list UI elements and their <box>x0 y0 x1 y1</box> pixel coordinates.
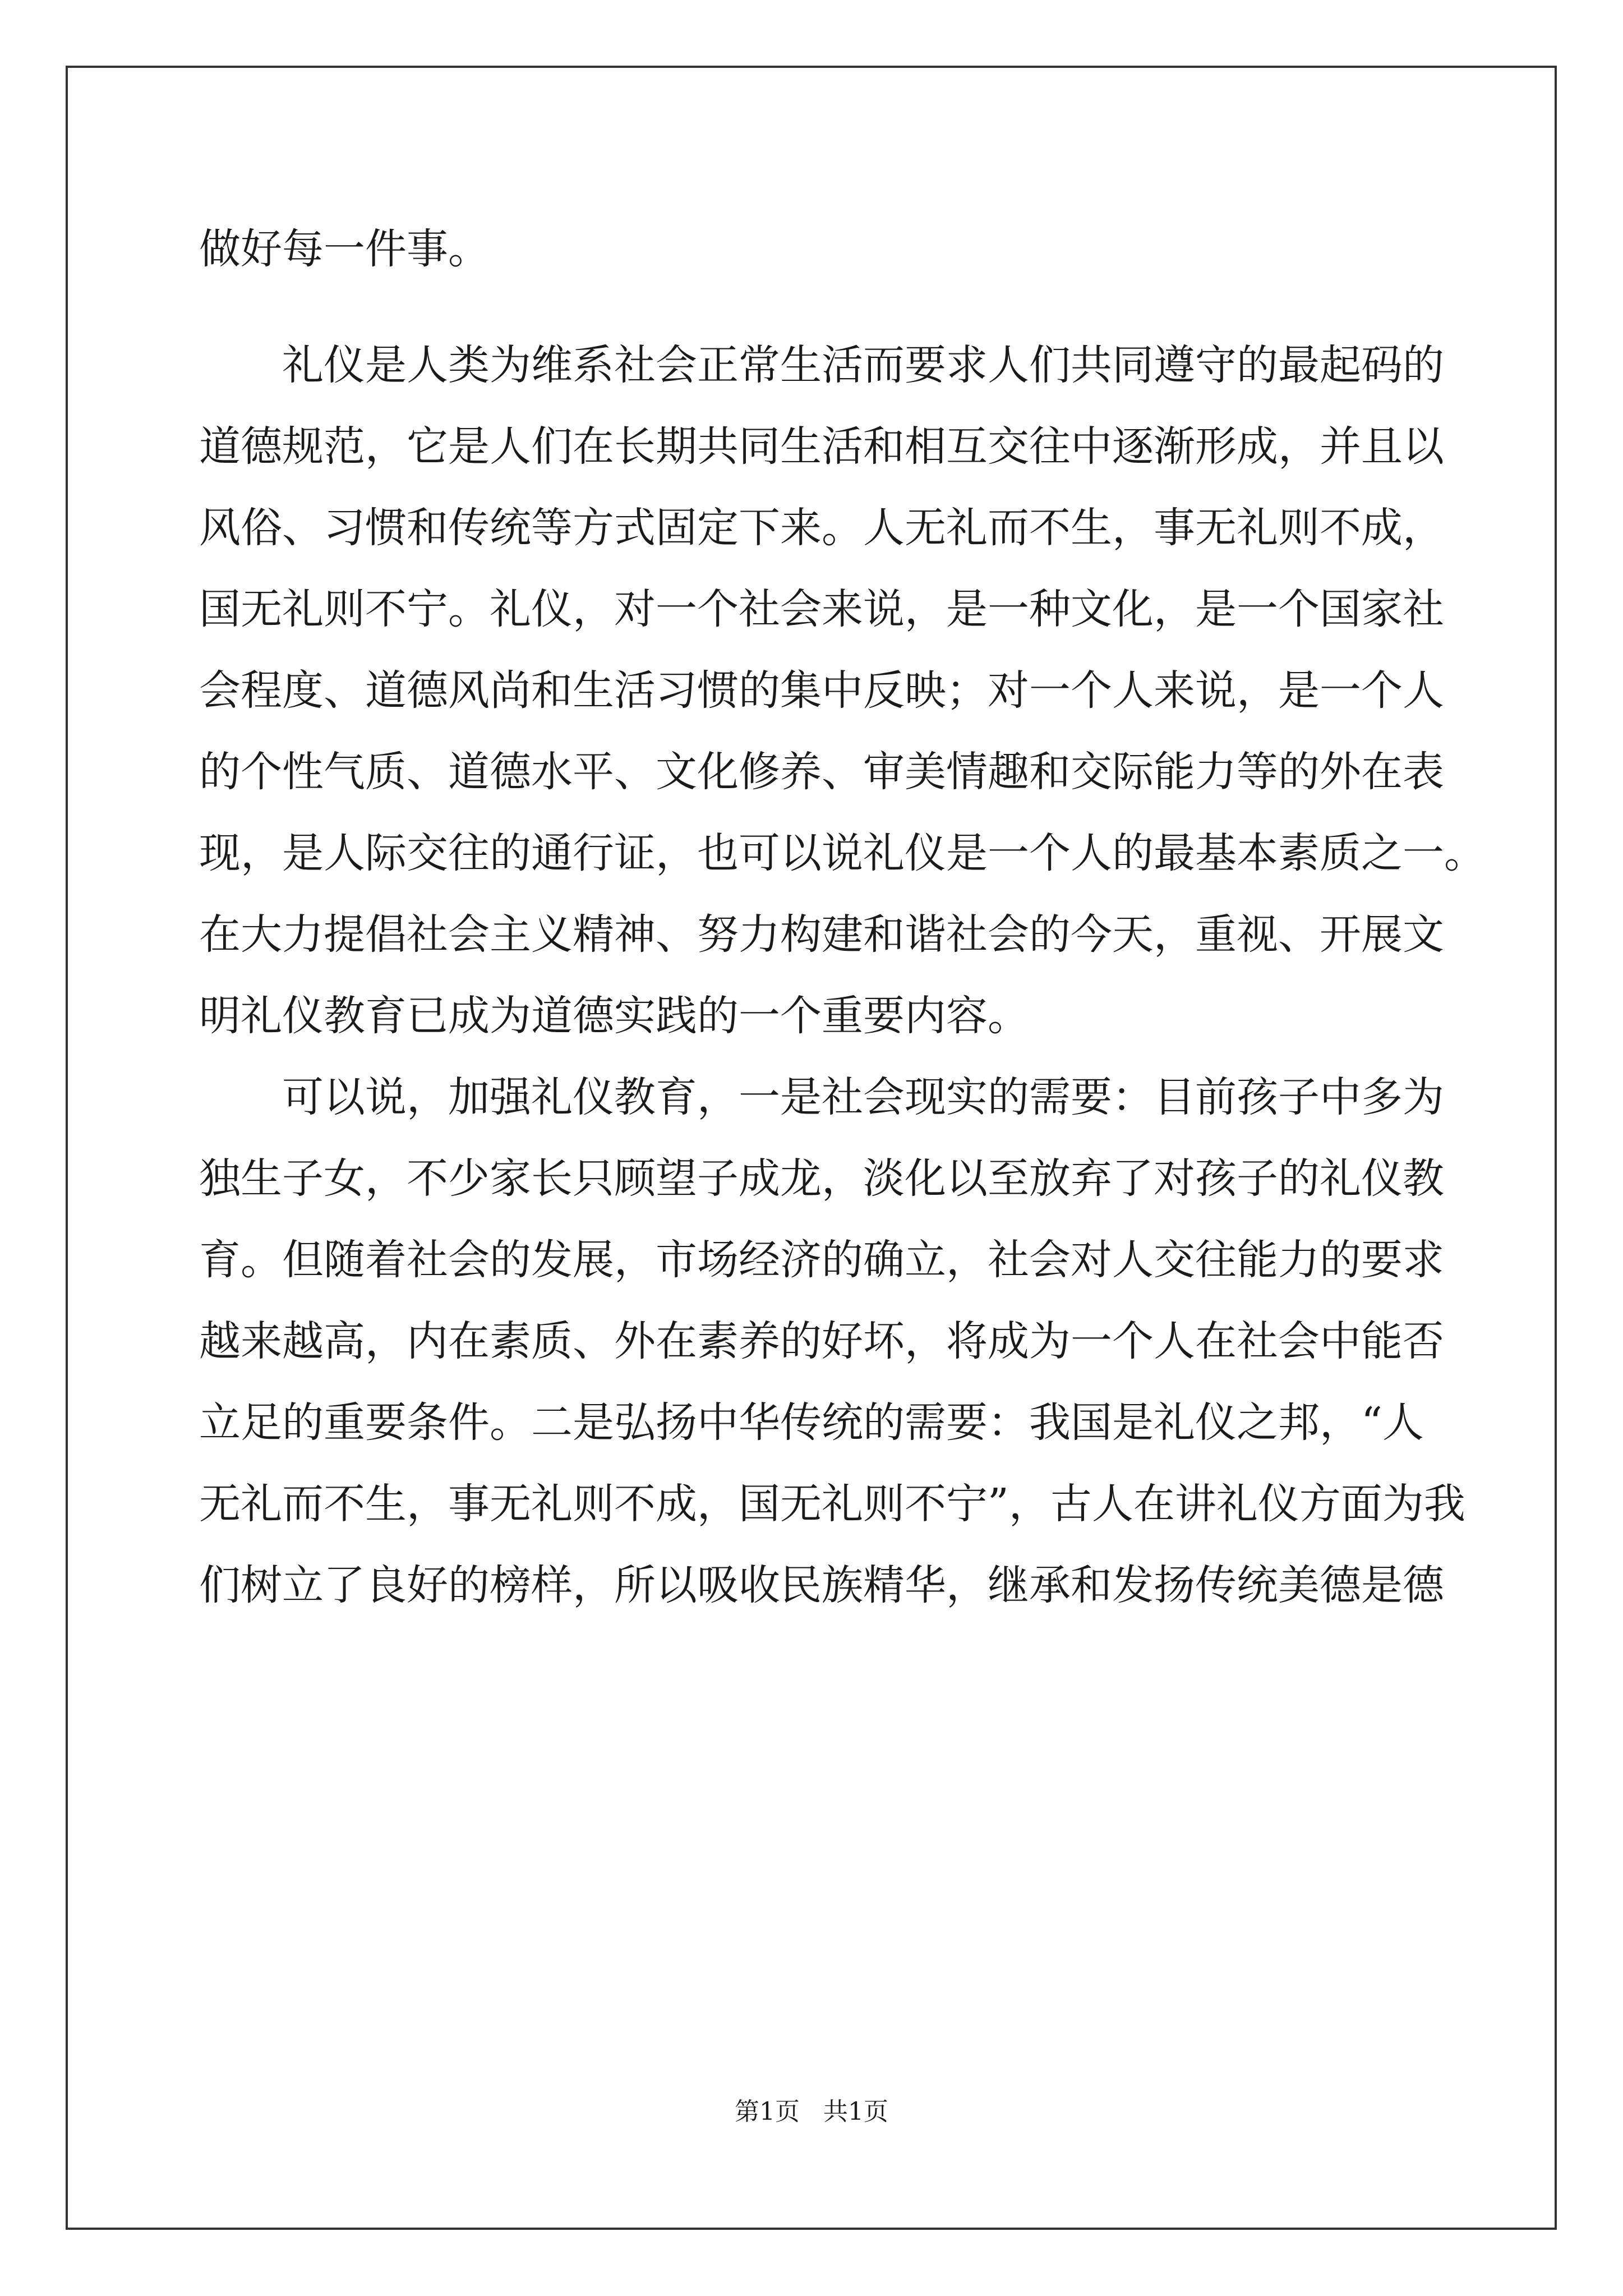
text-line: 们树立了良好的榜样，所以吸收民族精华，继承和发扬传统美德是德 <box>199 1561 1444 1609</box>
text-line: 做好每一件事。 <box>199 225 490 273</box>
paragraph-first-line: 可以说，加强礼仪教育，一是社会现实的需要：目前孩子中多为 <box>282 1073 1444 1121</box>
text-line: 立足的重要条件。二是弘扬中华传统的需要：我国是礼仪之邦，“人 <box>199 1398 1424 1447</box>
text-line: 国无礼则不宁。礼仪，对一个社会来说，是一种文化，是一个国家社 <box>199 585 1444 633</box>
text-line: 在大力提倡社会主义精神、努力构建和谐社会的今天，重视、开展文 <box>199 910 1444 959</box>
paragraph-first-line: 礼仪是人类为维系社会正常生活而要求人们共同遵守的最起码的 <box>282 341 1444 389</box>
text-line: 独生子女，不少家长只顾望子成龙，淡化以至放弃了对孩子的礼仪教 <box>199 1154 1444 1203</box>
text-line: 会程度、道德风尚和生活习惯的集中反映；对一个人来说，是一个人 <box>199 666 1444 715</box>
text-line: 的个性气质、道德水平、文化修养、审美情趣和交际能力等的外在表 <box>199 748 1444 796</box>
text-line: 无礼而不生，事无礼则不成，国无礼则不宁”，古人在讲礼仪方面为我 <box>199 1480 1465 1528</box>
text-line: 风俗、习惯和传统等方式固定下来。人无礼而不生，事无礼则不成， <box>199 504 1444 552</box>
text-line: 明礼仪教育已成为道德实践的一个重要内容。 <box>199 992 1029 1040</box>
text-line: 道德规范，它是人们在长期共同生活和相互交往中逐渐形成，并且以 <box>199 422 1444 471</box>
page-number-footer: 第1页 共1页 <box>735 2097 888 2126</box>
text-line: 越来越高，内在素质、外在素养的好坏，将成为一个人在社会中能否 <box>199 1317 1444 1365</box>
text-line: 育。但随着社会的发展，市场经济的确立，社会对人交往能力的要求 <box>199 1236 1444 1284</box>
text-line: 现，是人际交往的通行证，也可以说礼仪是一个人的最基本素质之一。 <box>199 829 1486 877</box>
